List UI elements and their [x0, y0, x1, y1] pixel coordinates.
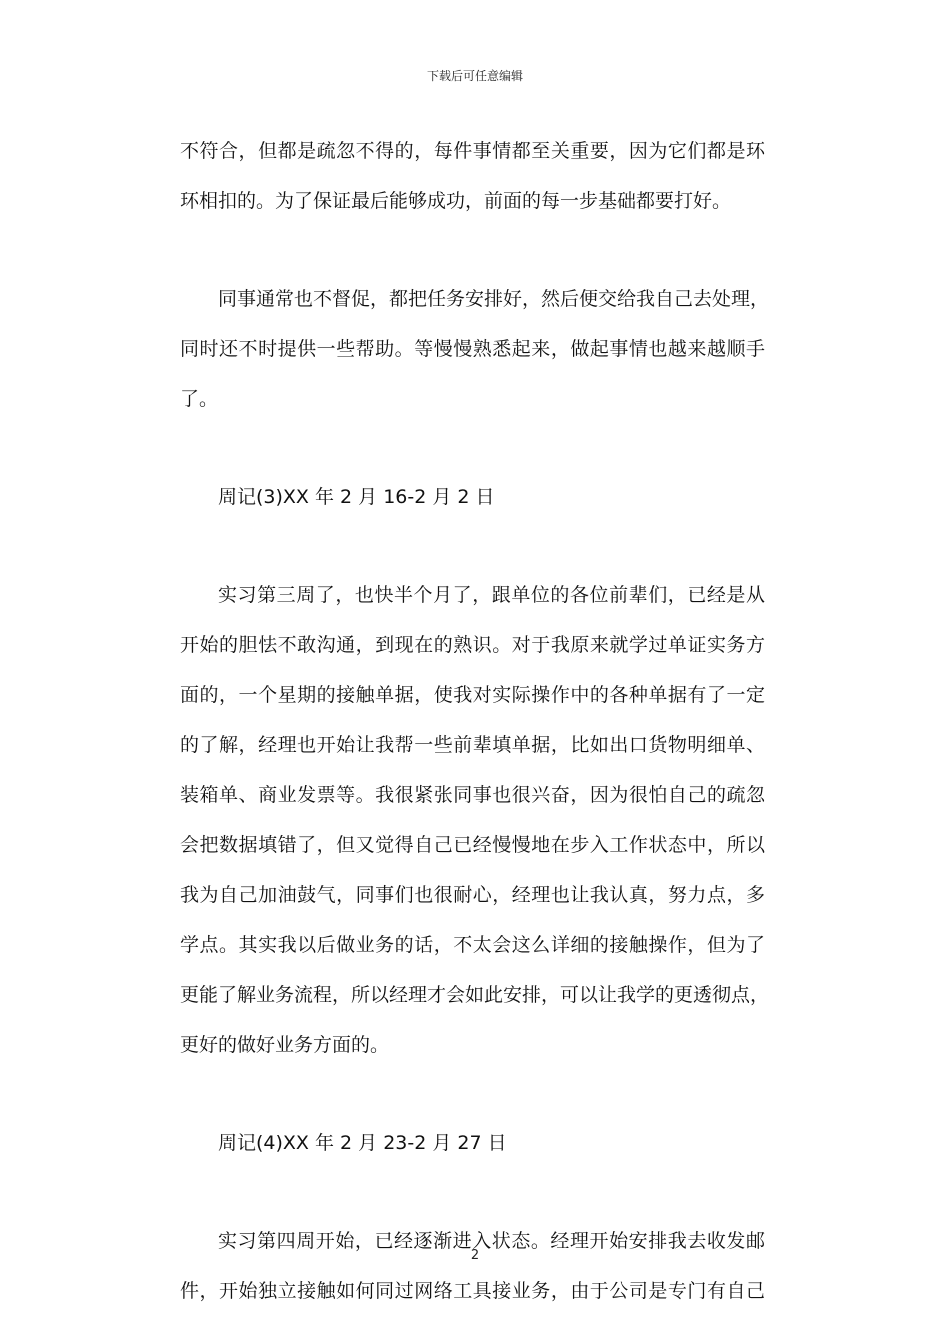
text-line: 环相扣的。为了保证最后能够成功，前面的每一步基础都要打好。 [180, 190, 732, 212]
text-line: 同事通常也不督促，都把任务安排好，然后便交给我自己去处理， [218, 288, 770, 310]
text-line: 的了解，经理也开始让我帮一些前辈填单据，比如出口货物明细单、 [180, 734, 765, 756]
text-line: 会把数据填错了，但又觉得自己已经慢慢地在步入工作状态中，所以 [180, 834, 765, 856]
text-line: 同时还不时提供一些帮助。等慢慢熟悉起来，做起事情也越来越顺手 [180, 338, 765, 360]
section-heading-week-4 [180, 1118, 765, 1168]
text-line: 不符合，但都是疏忽不得的，每件事情都至关重要，因为它们都是环 [180, 140, 765, 162]
paragraph-3 [180, 570, 770, 1070]
text-line: 更能了解业务流程，所以经理才会如此安排，可以让我学的更透彻点， [180, 984, 770, 1006]
text-line: 件，开始独立接触如何同过网络工具接业务，由于公司是专门有自己 [180, 1280, 765, 1302]
text-line: 装箱单、商业发票等。我很紧张同事也很兴奋，因为很怕自己的疏忽 [180, 784, 765, 806]
text-line: 我为自己加油鼓气，同事们也很耐心，经理也让我认真，努力点，多 [180, 884, 765, 906]
page-header: 下载后可任意编辑 [426, 69, 523, 83]
paragraph-2 [180, 274, 770, 424]
text-line: 学点。其实我以后做业务的话，不太会这么详细的接触操作，但为了 [180, 934, 765, 956]
page-number: 2 [470, 1248, 480, 1263]
text-line: 面的，一个星期的接触单据，使我对实际操作中的各种单据有了一定 [180, 684, 765, 706]
text-line: 实习第三周了，也快半个月了，跟单位的各位前辈们，已经是从 [218, 584, 765, 606]
text-line: 实习第四周开始，已经逐渐进入状态。经理开始安排我去收发邮 [218, 1230, 765, 1252]
section-heading-week-3 [180, 472, 765, 522]
text-line: 更好的做好业务方面的。 [180, 1034, 390, 1056]
document-body [180, 126, 770, 1316]
text-line: 开始的胆怯不敢沟通，到现在的熟识。对于我原来就学过单证实务方 [180, 634, 765, 656]
text-line: 周记(3)XX 年 2 月 16-2 月 2 日 [218, 486, 495, 508]
text-line: 了。 [180, 388, 219, 410]
paragraph-1 [180, 126, 765, 226]
text-line: 周记(4)XX 年 2 月 23-2 月 27 日 [218, 1132, 507, 1154]
paragraph-4 [180, 1216, 765, 1316]
